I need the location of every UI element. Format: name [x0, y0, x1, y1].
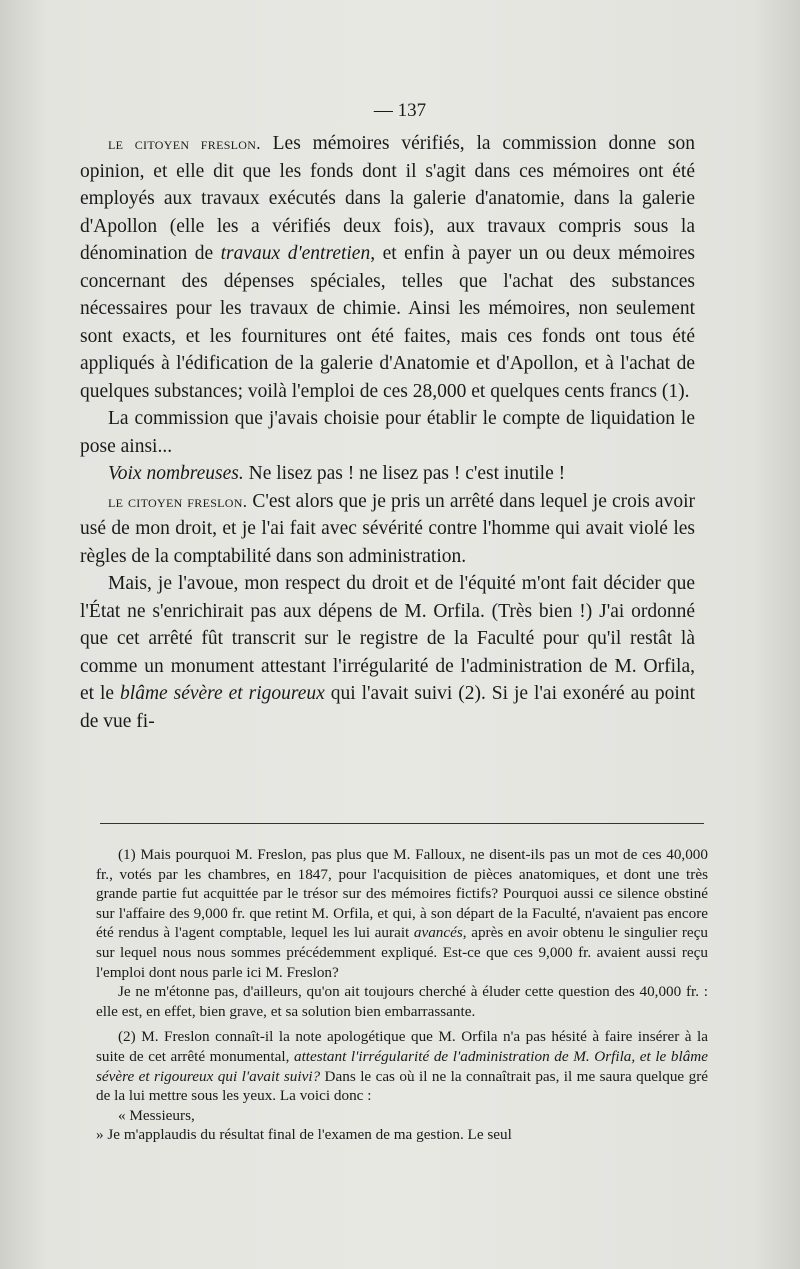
footnote-2: (2) M. Freslon connaît-il la note apologétique que M. Orfila n'a pas hésité à faire insérer à la suite de cet arrêté monumental, attestant l'irrégularité de l'administration de M. Orfila, et le blâme sévère et rigoureux qui l'avait suivi? Dans le cas où il ne la connaîtrait pas, il me saura quelque gré de la lui mettre sous les yeux. La voici donc :: [96, 1028, 708, 1105]
footnote-2-quote: » Je m'applaudis du résultat final de l'examen de ma gestion. Le seul: [96, 1126, 512, 1144]
interjection-label: Voix nombreuses.: [108, 463, 244, 484]
main-text: [80, 130, 695, 735]
speaker-name: le citoyen freslon.: [108, 491, 248, 511]
footnote-1: (1) Mais pourquoi M. Freslon, pas plus que M. Falloux, ne disent-ils pas un mot de ces 40,000 fr., votés par les chambres, en 1847, pour l'acquisition de pièces anatomiques, et dont une très grande partie fut acquittée par le trésor sur des mémoires fictifs? Pourquoi aussi ce silence obstiné sur l'affaire des 9,000 fr. que retint M. Orfila, et qui, à son départ de la Faculté, n'avaient pas encore été rendus à l'agent comptable, lequel les lui aurait avancés, après en avoir obtenu le singulier reçu sur lequel nous nous sommes précédemment expliqué. Est-ce que ces 9,000 fr. avaient aussi reçu l'emploi dont nous parle ici M. Freslon?: [96, 846, 708, 981]
footnote-1-continued: Je ne m'étonne pas, d'ailleurs, qu'on ait toujours cherché à éluder cette question des 40,000 fr. : elle est, en effet, bien grave, et sa solution bien embarrassante.: [96, 983, 708, 1020]
footnote-2-salutation: « Messieurs,: [118, 1106, 195, 1124]
paragraph-1: le citoyen freslon. Les mémoires vérifiés, la commission donne son opinion, et elle dit que les fonds dont il s'agit dans ces mémoires ont été employés aux travaux exécutés dans la galerie d'anatomie, dans la galerie d'Apollon (elle les a vérifiés deux fois), aux travaux compris sous la dénomination de travaux d'entretien, et enfin à payer un ou deux mémoires concernant des dépenses spéciales, telles que l'achat des substances nécessaires pour les travaux de chimie. Ainsi les mémoires, non seulement sont exacts, et les fournitures ont été faites, mais ces fonds ont tous été appliqués à l'édification de la galerie d'Anatomie et d'Apollon, et à l'achat de quelques substances; voilà l'emploi de ces 28,000 et quelques cents francs (1).: [80, 133, 696, 402]
page-number: — 137: [373, 100, 427, 121]
footnotes: [96, 845, 708, 1145]
speaker-name: le citoyen freslon.: [108, 134, 261, 153]
paragraph-2: La commission que j'avais choisie pour établir le compte de liquidation le pose ainsi...: [80, 408, 695, 457]
footnote-divider: [100, 823, 704, 824]
paragraph-5: Mais, je l'avoue, mon respect du droit et de l'équité m'ont fait décider que l'État ne s'enrichirait pas aux dépens de M. Orfila. (Très bien !) J'ai ordonné que cet arrêté fût transcrit sur le registre de la Faculté pour qu'il restât là comme un monument attestant l'irrégularité de l'administration de M. Orfila, et le blâme sévère et rigoureux qui l'avait suivi (2). Si je l'ai exonéré au point de vue fi-: [80, 573, 696, 732]
paragraph-4: le citoyen freslon. C'est alors que je pris un arrêté dans lequel je crois avoir usé de mon droit, et je l'ai fait avec sévérité contre l'homme qui avait violé les règles de la comptabilité dans son administration.: [80, 490, 695, 567]
paragraph-3: Voix nombreuses. Ne lisez pas ! ne lisez pas ! c'est inutile !: [108, 463, 566, 484]
